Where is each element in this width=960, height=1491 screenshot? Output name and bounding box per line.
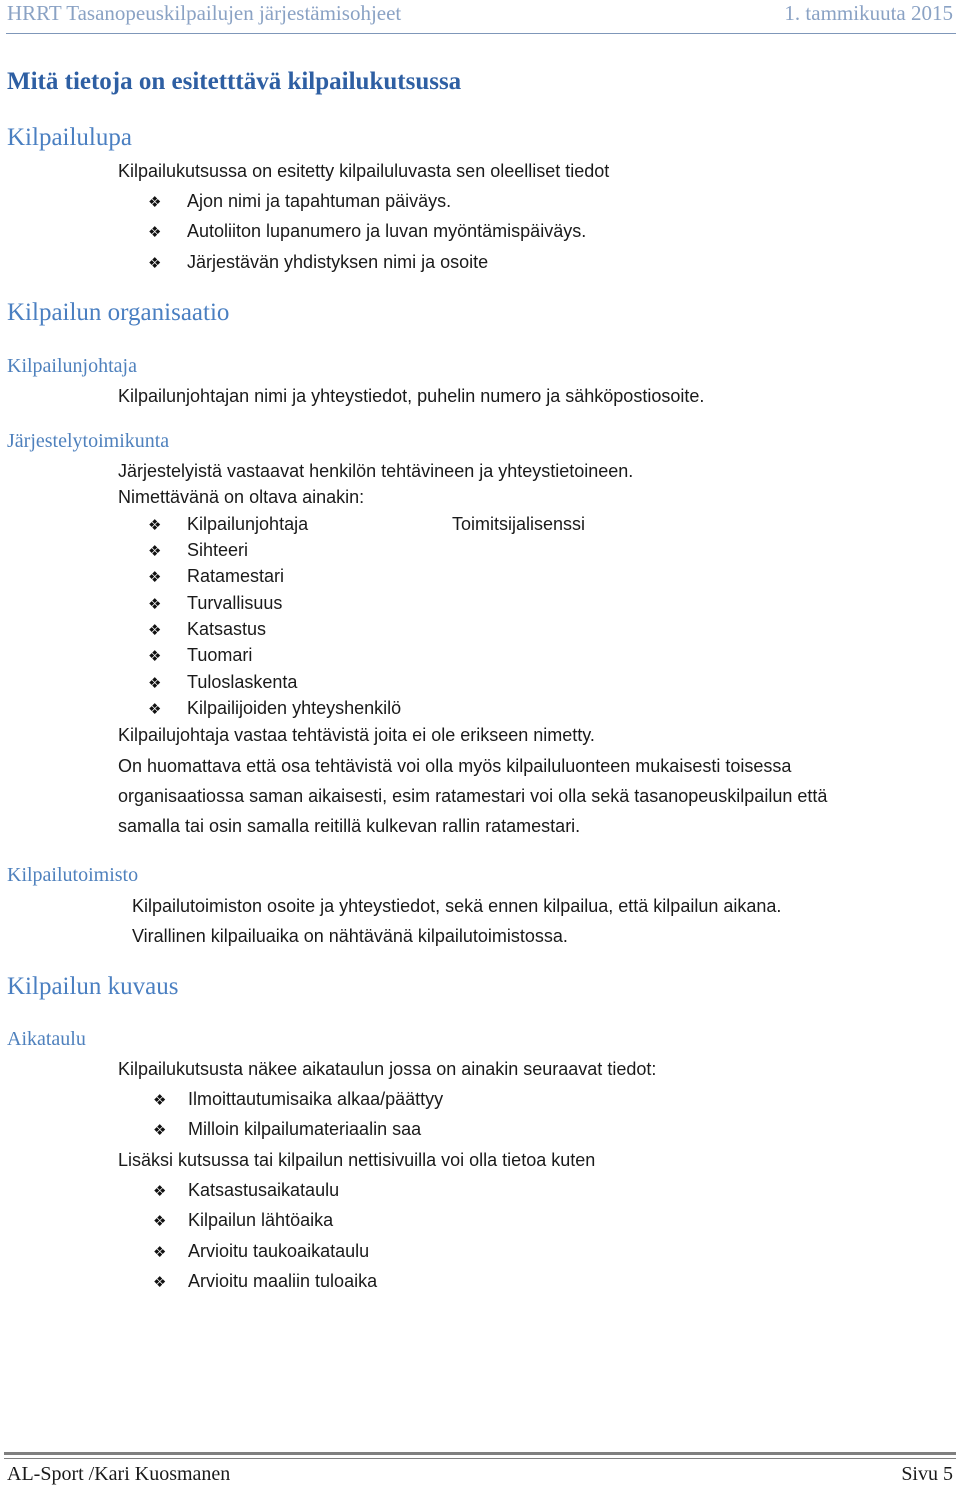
- list-item: Katsastusaikataulu: [188, 1180, 340, 1200]
- diamond-bullet-icon: ❖: [148, 254, 162, 272]
- diamond-bullet-icon: ❖: [153, 1273, 167, 1291]
- diamond-bullet-icon: ❖: [153, 1243, 167, 1261]
- list-item: Ilmoittautumisaika alkaa/päättyy: [188, 1089, 444, 1109]
- section-heading-organisaatio: Kilpailun organisaatio: [7, 299, 230, 326]
- list-item: Sihteeri: [187, 540, 249, 560]
- list-item: Milloin kilpailumateriaalin saa: [188, 1119, 422, 1139]
- diamond-bullet-icon: ❖: [148, 223, 162, 241]
- list-item: Turvallisuus: [187, 593, 283, 613]
- toimisto-line2: Virallinen kilpailuaika on nähtävänä kilpailutoimistossa.: [132, 926, 568, 946]
- footer-author: AL-Sport /Kari Kuosmanen: [7, 1463, 231, 1485]
- footer-divider-thin: [4, 1458, 956, 1459]
- list-item: Autoliiton lupanumero ja luvan myöntämispäiväys.: [187, 221, 587, 241]
- list-item: Ajon nimi ja tapahtuman päiväys.: [187, 191, 452, 211]
- diamond-bullet-icon: ❖: [148, 193, 162, 211]
- jarjestely-note2-line: organisaatiossa saman aikaisesti, esim ratamestari voi olla sekä tasanopeuskilpailun että: [118, 786, 828, 806]
- list-item: Kilpailunjohtaja: [187, 514, 309, 534]
- jarjestely-line2: Nimettävänä on oltava ainakin:: [118, 487, 365, 507]
- kilpailunjohtaja-text: Kilpailunjohtajan nimi ja yhteystiedot, puhelin numero ja sähköpostiosoite.: [118, 386, 705, 406]
- diamond-bullet-icon: ❖: [153, 1121, 167, 1139]
- list-item: Katsastus: [187, 619, 267, 639]
- diamond-bullet-icon: ❖: [153, 1182, 167, 1200]
- diamond-bullet-icon: ❖: [148, 647, 162, 665]
- diamond-bullet-icon: ❖: [148, 542, 162, 560]
- diamond-bullet-icon: ❖: [148, 674, 162, 692]
- list-item: Kilpailun lähtöaika: [188, 1210, 334, 1230]
- footer-divider: [4, 1452, 956, 1455]
- jarjestely-note1: Kilpailujohtaja vastaa tehtävistä joita ei ole erikseen nimetty.: [118, 725, 595, 745]
- list-item: Tuloslaskenta: [187, 672, 298, 692]
- section-heading-kilpailulupa: Kilpailulupa: [7, 124, 132, 151]
- subheading-aikataulu: Aikataulu: [7, 1028, 86, 1050]
- list-item: Järjestävän yhdistyksen nimi ja osoite: [187, 252, 489, 272]
- main-heading: Mitä tietoja on esitetttävä kilpailukutsussa: [7, 68, 462, 95]
- subheading-kilpailutoimisto: Kilpailutoimisto: [7, 864, 139, 886]
- section-heading-kuvaus: Kilpailun kuvaus: [7, 973, 179, 1000]
- diamond-bullet-icon: ❖: [148, 516, 162, 534]
- list-item: Arvioitu taukoaikataulu: [188, 1241, 370, 1261]
- diamond-bullet-icon: ❖: [148, 568, 162, 586]
- toimisto-line1: Kilpailutoimiston osoite ja yhteystiedot, sekä ennen kilpailua, että kilpailun aikana.: [132, 896, 782, 916]
- jarjestely-note2-line: On huomattava että osa tehtävistä voi olla myös kilpailuluonteen mukaisesti toisessa: [118, 756, 792, 776]
- diamond-bullet-icon: ❖: [153, 1212, 167, 1230]
- document-title: HRRT Tasanopeuskilpailujen järjestämisohjeet: [7, 1, 402, 25]
- diamond-bullet-icon: ❖: [148, 700, 162, 718]
- document-date: 1. tammikuuta 2015: [784, 1, 953, 25]
- aikataulu-intro2: Lisäksi kutsussa tai kilpailun nettisivuilla voi olla tietoa kuten: [118, 1150, 596, 1170]
- list-item: Tuomari: [187, 645, 253, 665]
- diamond-bullet-icon: ❖: [153, 1091, 167, 1109]
- jarjestely-line1: Järjestelyistä vastaavat henkilön tehtävineen ja yhteystietoineen.: [118, 461, 634, 481]
- list-item: Arvioitu maaliin tuloaika: [188, 1271, 378, 1291]
- list-item: Ratamestari: [187, 566, 285, 586]
- subheading-kilpailunjohtaja: Kilpailunjohtaja: [7, 355, 137, 377]
- jarjestely-note2-line: samalla tai osin samalla reitillä kulkevan rallin ratamestari.: [118, 816, 581, 836]
- diamond-bullet-icon: ❖: [148, 595, 162, 613]
- aikataulu-intro: Kilpailukutsusta näkee aikataulun jossa on ainakin seuraavat tiedot:: [118, 1059, 657, 1079]
- page-number: Sivu 5: [901, 1463, 953, 1485]
- kilpailulupa-intro: Kilpailukutsussa on esitetty kilpailuluvasta sen oleelliset tiedot: [118, 161, 610, 181]
- subheading-jarjestelytoimikunta: Järjestelytoimikunta: [7, 430, 170, 452]
- list-item: Kilpailijoiden yhteyshenkilö: [187, 698, 402, 718]
- diamond-bullet-icon: ❖: [148, 621, 162, 639]
- side-item-toimitsijalisenssi: Toimitsijalisenssi: [452, 514, 586, 534]
- header-divider: [6, 33, 956, 34]
